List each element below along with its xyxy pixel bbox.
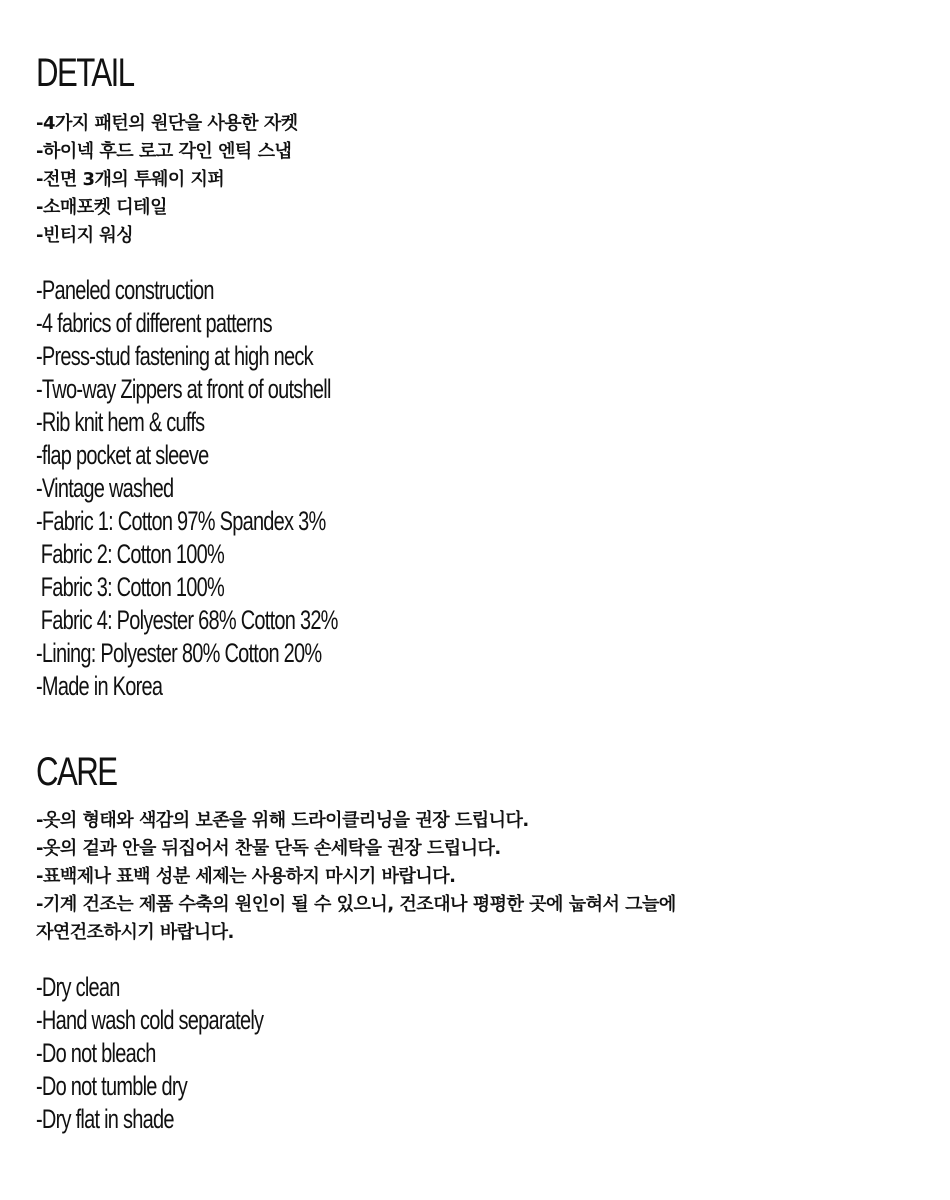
detail-korean-item: -빈티지 워싱: [36, 225, 134, 246]
detail-english-item: -Fabric 1: Cotton 97% Spandex 3%: [36, 506, 326, 536]
care-korean-list: [36, 807, 914, 947]
care-english-item: -Hand wash cold separately: [36, 1005, 264, 1035]
detail-english-item: -Lining: Polyester 80% Cotton 20%: [36, 638, 322, 668]
detail-korean-item: -전면 3개의 투웨이 지퍼: [36, 169, 225, 190]
care-korean-item: -옷의 형태와 색감의 보존을 위해 드라이클리닝을 권장 드립니다.: [36, 810, 529, 831]
detail-korean-item: -4가지 패턴의 원단을 사용한 자켓: [36, 113, 298, 134]
care-english-item: -Do not bleach: [36, 1038, 156, 1068]
care-heading: CARE: [36, 750, 117, 794]
care-english-item: -Do not tumble dry: [36, 1071, 188, 1101]
detail-english-item: Fabric 4: Polyester 68% Cotton 32%: [36, 605, 338, 635]
care-korean-item: -기계 건조는 제품 수축의 원인이 될 수 있으니, 건조대나 평평한 곳에 눕혀서 그늘에: [36, 894, 676, 915]
care-english-list: [36, 971, 914, 1136]
detail-heading: DETAIL: [36, 51, 134, 95]
detail-english-item: -Rib knit hem & cuffs: [36, 407, 205, 437]
detail-korean-list: [36, 110, 914, 250]
detail-english-item: -Vintage washed: [36, 473, 174, 503]
detail-english-item: -4 fabrics of different patterns: [36, 308, 272, 338]
care-korean-item: -옷의 겉과 안을 뒤집어서 찬물 단독 손세탁을 권장 드립니다.: [36, 838, 501, 859]
detail-english-list: [36, 274, 914, 703]
detail-english-item: -Paneled construction: [36, 275, 214, 305]
detail-english-item: Fabric 2: Cotton 100%: [36, 539, 225, 569]
care-korean-item: 자연건조하시기 바랍니다.: [36, 922, 234, 943]
care-english-item: -Dry flat in shade: [36, 1104, 174, 1134]
detail-english-item: -flap pocket at sleeve: [36, 440, 209, 470]
care-korean-item: -표백제나 표백 성분 세제는 사용하지 마시기 바랍니다.: [36, 866, 456, 887]
detail-english-item: -Made in Korea: [36, 671, 163, 701]
detail-english-item: Fabric 3: Cotton 100%: [36, 572, 225, 602]
care-english-item: -Dry clean: [36, 972, 120, 1002]
detail-english-item: -Press-stud fastening at high neck: [36, 341, 313, 371]
detail-korean-item: -소매포켓 디테일: [36, 197, 167, 218]
detail-korean-item: -하이넥 후드 로고 각인 엔틱 스냅: [36, 141, 292, 162]
detail-english-item: -Two-way Zippers at front of outshell: [36, 374, 331, 404]
